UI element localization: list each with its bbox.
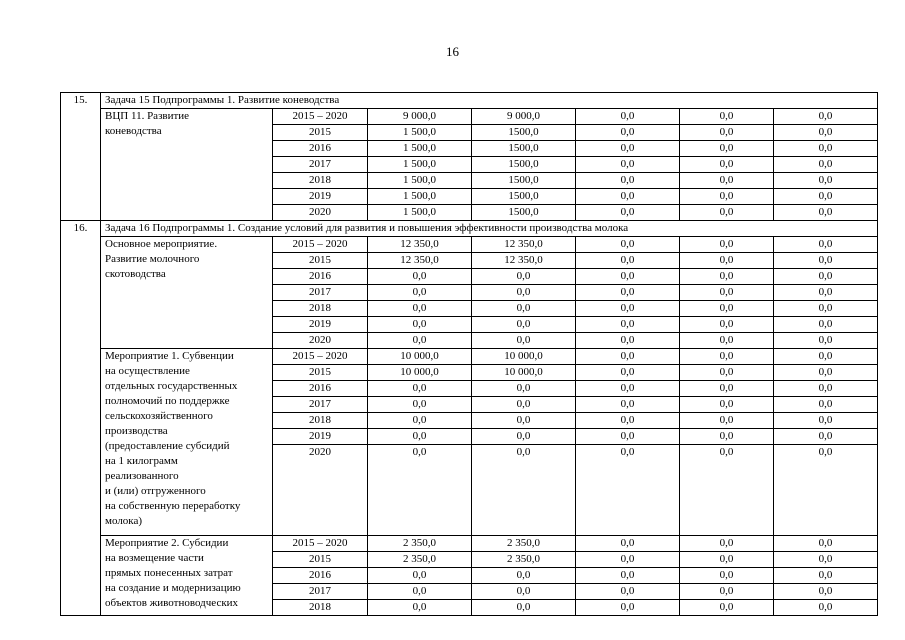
- amount-cell: 0,0: [774, 125, 878, 141]
- amount-cell: 1500,0: [472, 125, 576, 141]
- amount-cell: 0,0: [576, 237, 680, 253]
- amount-cell: 0,0: [576, 600, 680, 616]
- period-cell: 2015: [273, 552, 368, 568]
- amount-cell: 0,0: [774, 205, 878, 221]
- amount-cell: 2 350,0: [472, 536, 576, 552]
- amount-cell: 0,0: [368, 397, 472, 413]
- amount-cell: 0,0: [774, 365, 878, 381]
- amount-cell: 10 000,0: [368, 365, 472, 381]
- amount-cell: 0,0: [576, 317, 680, 333]
- amount-cell: 0,0: [680, 365, 774, 381]
- table-row: [61, 109, 878, 125]
- amount-cell: 0,0: [774, 568, 878, 584]
- period-cell: 2020: [273, 445, 368, 461]
- period-cell: 2015 – 2020: [273, 237, 368, 253]
- amount-cell: 0,0: [368, 285, 472, 301]
- amount-cell: 0,0: [774, 584, 878, 600]
- section-header-row: [61, 221, 878, 237]
- amount-cell: 0,0: [576, 253, 680, 269]
- amount-cell: 0,0: [576, 173, 680, 189]
- budget-table: [60, 92, 878, 616]
- section-header-row: [61, 93, 878, 109]
- amount-cell: 0,0: [576, 536, 680, 552]
- amount-cell: 2 350,0: [368, 552, 472, 568]
- section-number: 16.: [61, 221, 101, 616]
- amount-cell: 0,0: [774, 173, 878, 189]
- measure-name-line: прямых понесенных затрат: [105, 567, 233, 579]
- amount-cell: 2 350,0: [472, 552, 576, 568]
- amount-cell: 0,0: [680, 333, 774, 349]
- amount-cell: 0,0: [368, 568, 472, 584]
- amount-cell: 1 500,0: [368, 141, 472, 157]
- amount-cell: 0,0: [576, 301, 680, 317]
- amount-cell: 0,0: [472, 429, 576, 445]
- measure-name-line: и (или) отгруженного: [105, 485, 206, 497]
- amount-cell: 0,0: [774, 445, 878, 461]
- amount-cell: 1500,0: [472, 173, 576, 189]
- section-title: Задача 15 Подпрограммы 1. Развитие коневодства: [101, 93, 878, 109]
- amount-cell: 0,0: [576, 445, 680, 461]
- amount-cell: 0,0: [680, 253, 774, 269]
- amount-cell: 0,0: [680, 301, 774, 317]
- amount-cell: 0,0: [472, 285, 576, 301]
- measure-name-line: на 1 килограмм: [105, 455, 178, 467]
- amount-cell: 0,0: [472, 333, 576, 349]
- amount-cell: 1500,0: [472, 205, 576, 221]
- amount-cell: 0,0: [576, 552, 680, 568]
- table-row: [61, 536, 878, 552]
- measure-name-line: реализованного: [105, 470, 179, 482]
- amount-cell: 0,0: [576, 413, 680, 429]
- amount-cell: 10 000,0: [368, 349, 472, 365]
- amount-cell: 0,0: [680, 568, 774, 584]
- amount-cell: 0,0: [472, 600, 576, 616]
- amount-cell: 0,0: [680, 536, 774, 552]
- amount-cell: 0,0: [368, 445, 472, 461]
- amount-cell: 0,0: [774, 253, 878, 269]
- amount-cell: 0,0: [368, 413, 472, 429]
- period-cell: 2015: [273, 365, 368, 381]
- empty-cell: [472, 460, 576, 536]
- period-cell: 2018: [273, 413, 368, 429]
- period-cell: 2017: [273, 397, 368, 413]
- amount-cell: 0,0: [472, 381, 576, 397]
- measure-name-line: на создание и модернизацию: [105, 582, 241, 594]
- amount-cell: 0,0: [368, 600, 472, 616]
- amount-cell: 0,0: [774, 600, 878, 616]
- measure-name-line: Основное мероприятие.: [105, 238, 218, 250]
- measure-name-line: молока): [105, 515, 143, 527]
- amount-cell: 1 500,0: [368, 125, 472, 141]
- amount-cell: 0,0: [680, 413, 774, 429]
- amount-cell: 0,0: [774, 301, 878, 317]
- period-cell: 2018: [273, 173, 368, 189]
- table-row: [61, 349, 878, 365]
- amount-cell: 0,0: [368, 317, 472, 333]
- amount-cell: 0,0: [774, 269, 878, 285]
- period-cell: 2018: [273, 301, 368, 317]
- amount-cell: 1500,0: [472, 141, 576, 157]
- period-cell: 2017: [273, 157, 368, 173]
- period-cell: 2015 – 2020: [273, 349, 368, 365]
- amount-cell: 1 500,0: [368, 205, 472, 221]
- amount-cell: 0,0: [576, 285, 680, 301]
- amount-cell: 12 350,0: [368, 237, 472, 253]
- measure-name-line: на собственную переработку: [105, 500, 241, 512]
- amount-cell: 0,0: [472, 317, 576, 333]
- amount-cell: 9 000,0: [472, 109, 576, 125]
- amount-cell: 0,0: [774, 141, 878, 157]
- period-cell: 2016: [273, 141, 368, 157]
- amount-cell: 0,0: [680, 584, 774, 600]
- amount-cell: 1500,0: [472, 189, 576, 205]
- measure-name: [101, 536, 273, 616]
- amount-cell: 0,0: [680, 429, 774, 445]
- amount-cell: 1500,0: [472, 157, 576, 173]
- period-cell: 2015: [273, 253, 368, 269]
- period-cell: 2016: [273, 568, 368, 584]
- amount-cell: 0,0: [576, 189, 680, 205]
- amount-cell: 0,0: [680, 397, 774, 413]
- amount-cell: 0,0: [774, 381, 878, 397]
- amount-cell: 0,0: [680, 109, 774, 125]
- amount-cell: 0,0: [576, 365, 680, 381]
- amount-cell: 0,0: [576, 381, 680, 397]
- measure-name: [101, 237, 273, 349]
- measure-name: [101, 349, 273, 536]
- period-cell: 2016: [273, 269, 368, 285]
- amount-cell: 0,0: [680, 173, 774, 189]
- amount-cell: 0,0: [774, 237, 878, 253]
- amount-cell: 1 500,0: [368, 157, 472, 173]
- period-cell: 2020: [273, 333, 368, 349]
- amount-cell: 0,0: [472, 397, 576, 413]
- measure-name: [101, 109, 273, 221]
- amount-cell: 0,0: [680, 189, 774, 205]
- period-cell: 2019: [273, 429, 368, 445]
- amount-cell: 0,0: [576, 157, 680, 173]
- amount-cell: 10 000,0: [472, 349, 576, 365]
- amount-cell: 0,0: [680, 445, 774, 461]
- amount-cell: 0,0: [680, 317, 774, 333]
- amount-cell: 0,0: [680, 349, 774, 365]
- amount-cell: 9 000,0: [368, 109, 472, 125]
- amount-cell: 0,0: [368, 429, 472, 445]
- amount-cell: 0,0: [472, 568, 576, 584]
- period-cell: 2017: [273, 285, 368, 301]
- amount-cell: 0,0: [368, 269, 472, 285]
- measure-name-line: Мероприятие 2. Субсидии: [105, 537, 229, 549]
- amount-cell: 0,0: [680, 269, 774, 285]
- amount-cell: 0,0: [774, 397, 878, 413]
- empty-cell: [368, 460, 472, 536]
- amount-cell: 0,0: [472, 269, 576, 285]
- amount-cell: 0,0: [472, 301, 576, 317]
- period-cell: 2015: [273, 125, 368, 141]
- amount-cell: 0,0: [472, 445, 576, 461]
- amount-cell: 0,0: [680, 552, 774, 568]
- empty-cell: [273, 460, 368, 536]
- period-cell: 2019: [273, 189, 368, 205]
- measure-name-line: на осуществление: [105, 365, 190, 377]
- amount-cell: 0,0: [576, 269, 680, 285]
- period-cell: 2018: [273, 600, 368, 616]
- amount-cell: 0,0: [472, 413, 576, 429]
- amount-cell: 10 000,0: [472, 365, 576, 381]
- measure-name-line: Мероприятие 1. Субвенции: [105, 350, 234, 362]
- amount-cell: 0,0: [368, 301, 472, 317]
- amount-cell: 2 350,0: [368, 536, 472, 552]
- period-cell: 2020: [273, 205, 368, 221]
- amount-cell: 12 350,0: [368, 253, 472, 269]
- measure-name-line: (предоставление субсидий: [105, 440, 230, 452]
- amount-cell: 0,0: [680, 125, 774, 141]
- measure-name-line: отдельных государственных: [105, 380, 238, 392]
- amount-cell: 0,0: [576, 109, 680, 125]
- amount-cell: 0,0: [576, 584, 680, 600]
- measure-name-line: Развитие молочного: [105, 253, 200, 265]
- amount-cell: 0,0: [472, 584, 576, 600]
- amount-cell: 0,0: [774, 349, 878, 365]
- table-body: [61, 93, 878, 616]
- measure-name-line: производства: [105, 425, 168, 437]
- period-cell: 2015 – 2020: [273, 536, 368, 552]
- amount-cell: 0,0: [680, 205, 774, 221]
- amount-cell: 0,0: [368, 584, 472, 600]
- empty-cell: [774, 460, 878, 536]
- amount-cell: 1 500,0: [368, 189, 472, 205]
- amount-cell: 0,0: [576, 141, 680, 157]
- amount-cell: 0,0: [576, 568, 680, 584]
- period-cell: 2019: [273, 317, 368, 333]
- measure-name-line: коневодства: [105, 125, 162, 137]
- measure-name-line: ВЦП 11. Развитие: [105, 110, 190, 122]
- amount-cell: 0,0: [576, 125, 680, 141]
- amount-cell: 0,0: [368, 333, 472, 349]
- amount-cell: 0,0: [680, 237, 774, 253]
- amount-cell: 12 350,0: [472, 237, 576, 253]
- amount-cell: 0,0: [576, 429, 680, 445]
- page-number: 16: [446, 44, 459, 59]
- amount-cell: 1 500,0: [368, 173, 472, 189]
- amount-cell: 0,0: [368, 381, 472, 397]
- amount-cell: 0,0: [774, 109, 878, 125]
- amount-cell: 0,0: [774, 157, 878, 173]
- amount-cell: 0,0: [576, 333, 680, 349]
- amount-cell: 0,0: [680, 381, 774, 397]
- empty-cell: [576, 460, 680, 536]
- measure-name-line: объектов животноводческих: [105, 597, 239, 609]
- amount-cell: 0,0: [774, 189, 878, 205]
- amount-cell: 0,0: [576, 397, 680, 413]
- amount-cell: 12 350,0: [472, 253, 576, 269]
- empty-cell: [680, 460, 774, 536]
- amount-cell: 0,0: [680, 141, 774, 157]
- amount-cell: 0,0: [576, 349, 680, 365]
- amount-cell: 0,0: [774, 333, 878, 349]
- amount-cell: 0,0: [774, 413, 878, 429]
- measure-name-line: скотоводства: [105, 268, 166, 280]
- amount-cell: 0,0: [774, 285, 878, 301]
- section-number: 15.: [61, 93, 101, 221]
- amount-cell: 0,0: [774, 536, 878, 552]
- amount-cell: 0,0: [680, 285, 774, 301]
- measure-name-line: сельскохозяйственного: [105, 410, 213, 422]
- amount-cell: 0,0: [576, 205, 680, 221]
- period-cell: 2017: [273, 584, 368, 600]
- table-row: [61, 237, 878, 253]
- period-cell: 2015 – 2020: [273, 109, 368, 125]
- amount-cell: 0,0: [680, 600, 774, 616]
- amount-cell: 0,0: [774, 429, 878, 445]
- amount-cell: 0,0: [774, 552, 878, 568]
- amount-cell: 0,0: [774, 317, 878, 333]
- section-title: Задача 16 Подпрограммы 1. Создание условий для развития и повышения эффективности производства молока: [101, 221, 878, 237]
- period-cell: 2016: [273, 381, 368, 397]
- amount-cell: 0,0: [680, 157, 774, 173]
- measure-name-line: на возмещение части: [105, 552, 204, 564]
- measure-name-line: полномочий по поддержке: [105, 395, 230, 407]
